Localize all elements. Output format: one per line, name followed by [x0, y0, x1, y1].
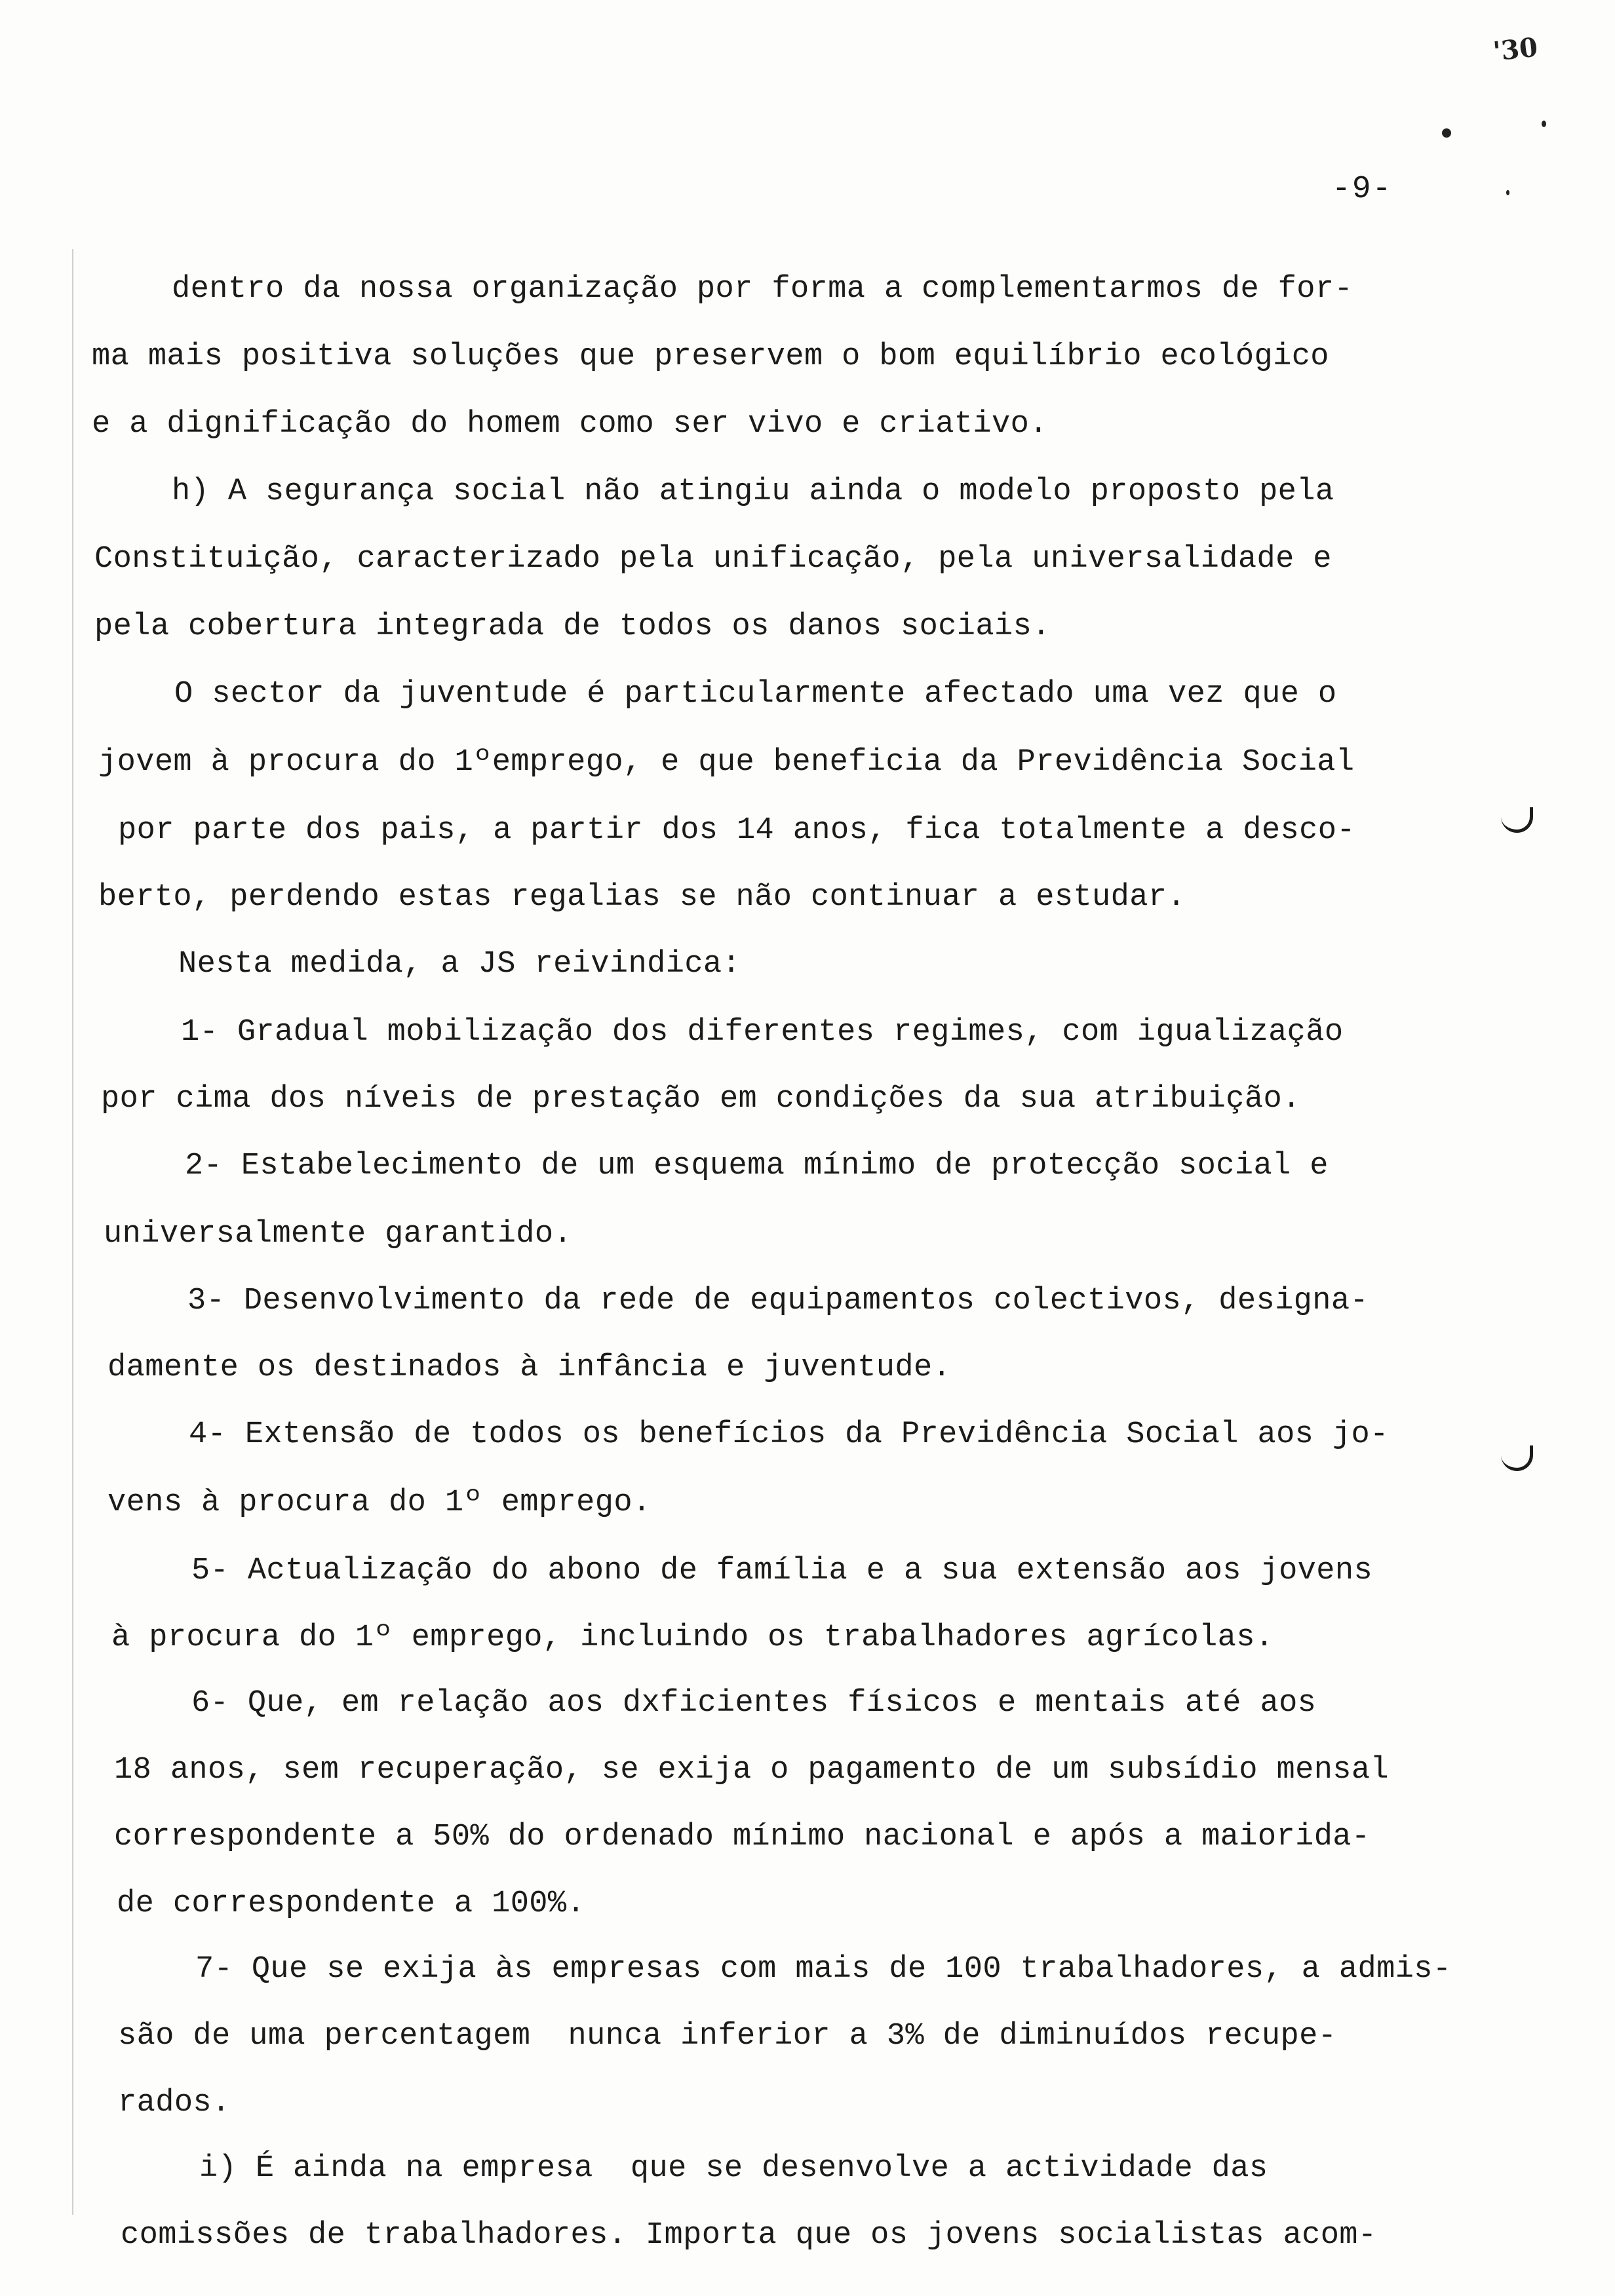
ink-speck [1442, 128, 1451, 138]
text-line: ma mais positiva soluções que preservem o bom equilíbrio ecológico [92, 339, 1329, 374]
punch-hole-mark [1501, 807, 1533, 833]
text-line: 7- Que se exija às empresas com mais de 100 trabalhadores, a admis- [195, 1952, 1452, 1987]
text-line: à procura do 1º emprego, incluindo os trabalhadores agrícolas. [111, 1620, 1274, 1655]
corner-handwritten-mark: '30 [1491, 31, 1540, 67]
text-line: de correspondente a 100%. [117, 1886, 586, 1921]
text-line: jovem à procura do 1ºemprego, e que beneficia da Previdência Social [98, 745, 1355, 780]
left-margin-line [72, 249, 73, 2215]
punch-hole-mark [1501, 1445, 1533, 1471]
text-line: comissões de trabalhadores. Importa que os jovens socialistas acom- [121, 2218, 1377, 2253]
text-line: e a dignificação do homem como ser vivo e criativo. [92, 407, 1048, 442]
text-line: universalmente garantido. [104, 1217, 573, 1252]
text-line: 4- Extensão de todos os benefícios da Previdência Social aos jo- [189, 1417, 1389, 1452]
text-line: 6- Que, em relação aos dxficientes físicos e mentais até aos [191, 1686, 1317, 1721]
ink-speck [1506, 190, 1509, 195]
text-line: damente os destinados à infância e juventude. [107, 1350, 952, 1385]
text-line: correspondente a 50% do ordenado mínimo nacional e após a maiorida- [114, 1820, 1371, 1854]
text-line: h) A segurança social não atingiu ainda o modelo proposto pela [172, 474, 1334, 509]
text-line: Constituição, caracterizado pela unificação, pela universalidade e [94, 542, 1332, 577]
text-line: 1- Gradual mobilização dos diferentes regimes, com igualização [181, 1015, 1344, 1050]
text-line: 2- Estabelecimento de um esquema mínimo de protecção social e [185, 1149, 1329, 1183]
text-line: 5- Actualização do abono de família e a sua extensão aos jovens [191, 1554, 1373, 1588]
text-line: Nesta medida, a JS reivindica: [178, 947, 741, 982]
text-line: por cima dos níveis de prestação em condições da sua atribuição. [101, 1082, 1301, 1117]
text-line: dentro da nossa organização por forma a complementarmos de for- [172, 272, 1353, 307]
text-line: O sector da juventude é particularmente afectado uma vez que o [174, 677, 1337, 712]
text-line: rados. [118, 2086, 231, 2120]
text-line: 3- Desenvolvimento da rede de equipamentos colectivos, designa- [187, 1284, 1369, 1318]
text-line: pela cobertura integrada de todos os danos sociais. [94, 609, 1051, 644]
text-line: i) É ainda na empresa que se desenvolve a actividade das [199, 2151, 1268, 2186]
text-line: 18 anos, sem recuperação, se exija o pagamento de um subsídio mensal [114, 1753, 1390, 1788]
text-line: são de uma percentagem nunca inferior a 3% de diminuídos recupe- [118, 2019, 1337, 2054]
text-line: por parte dos pais, a partir dos 14 anos, fica totalmente a desco- [118, 813, 1355, 848]
page-number: -9- [1332, 172, 1393, 207]
text-line: berto, perdendo estas regalias se não continuar a estudar. [98, 880, 1186, 915]
text-line: vens à procura do 1º emprego. [107, 1485, 652, 1520]
ink-speck [1542, 121, 1546, 127]
